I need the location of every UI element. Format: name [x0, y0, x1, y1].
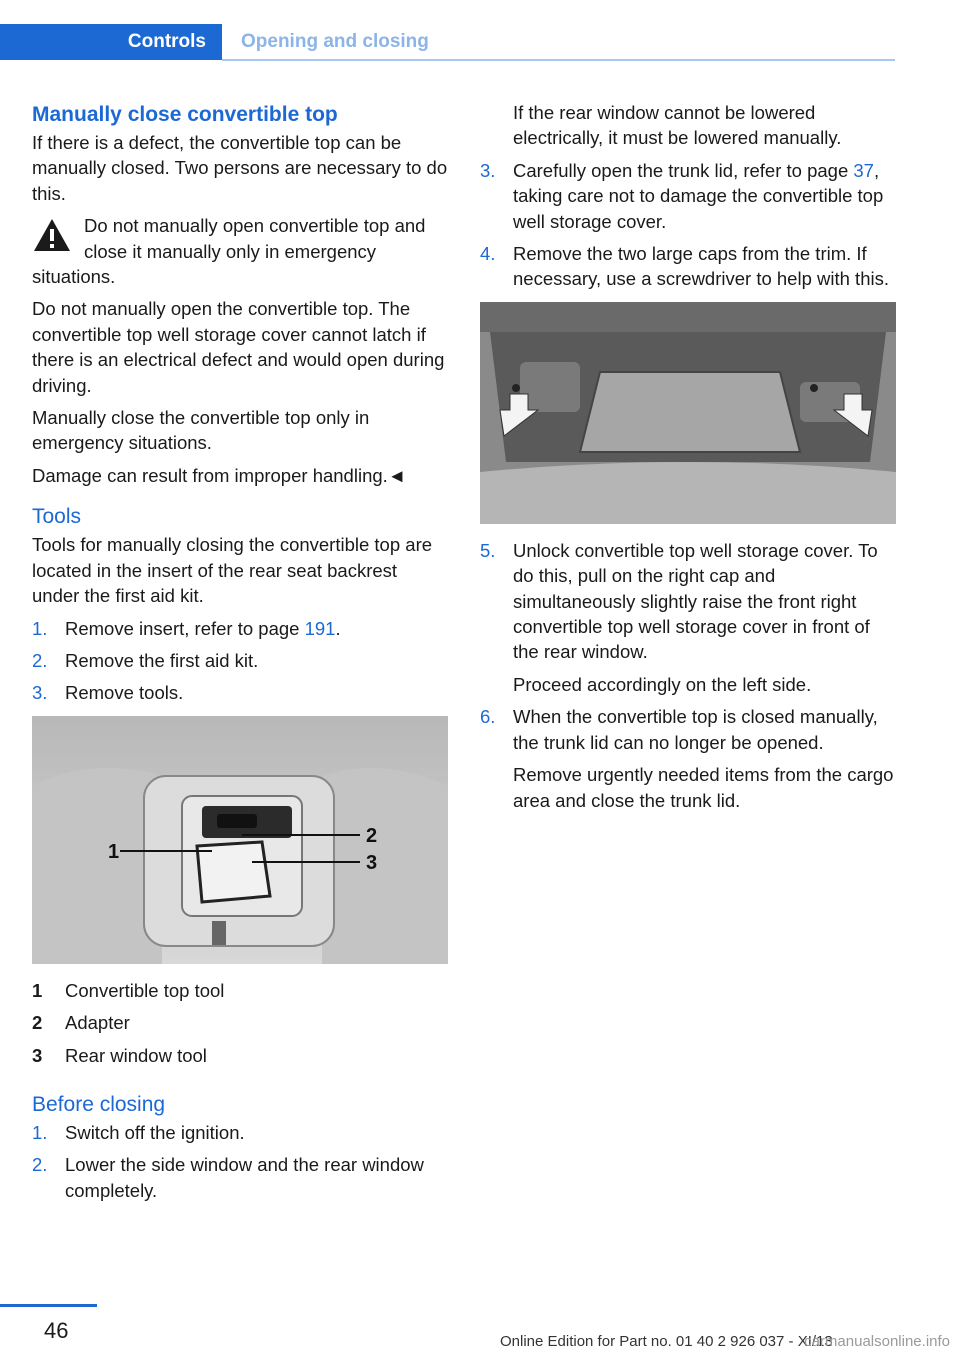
list-item: 1. Remove insert, refer to page 191. [32, 616, 448, 641]
footer-rule [0, 1304, 97, 1307]
section-tab[interactable]: Opening and closing [241, 31, 429, 52]
right-column [480, 100, 896, 820]
callout-3: 3 [366, 851, 378, 874]
warning-body-3: Damage can result from improper handling.◄ [32, 464, 407, 486]
chapter-tab[interactable]: Controls [0, 24, 222, 60]
warning-block [32, 213, 448, 488]
callout-2: 2 [366, 824, 378, 847]
list-item: 2. Lower the side window and the rear window completely. [32, 1154, 424, 1201]
closing-steps-continued [480, 538, 896, 813]
list-item: 3 Rear window tool [32, 1044, 207, 1066]
list-item: 6. When the convertible top is closed manually, the trunk lid can no longer be opened. Remove urgently needed items from the cargo area and close the trunk lid. [480, 706, 894, 811]
heading-tools: Tools [32, 505, 82, 529]
tools-intro: Tools for manually closing the convertible top are located in the insert of the rear seat backrest under the first aid kit. [32, 534, 433, 607]
left-column [32, 100, 448, 1210]
heading-before-closing: Before closing [32, 1092, 166, 1116]
list-item: 3. Carefully open the trunk lid, refer to page 37, taking care not to damage the convertible top well storage cover. [480, 159, 884, 232]
watermark: carmanualsonline.info [804, 1333, 950, 1350]
step-number: 3. [32, 682, 48, 704]
list-item: 2. Remove the first aid kit. [32, 648, 448, 673]
figure-legend [32, 978, 448, 1068]
list-item: 1. Switch off the ignition. [32, 1121, 245, 1143]
page-number: 46 [44, 1318, 69, 1343]
intro-paragraph: If there is a defect, the convertible top can be manually closed. Two persons are necessary to do this. [32, 132, 448, 204]
page-header [0, 24, 895, 62]
list-item: 1 Convertible top tool [32, 979, 225, 1001]
header-rule [222, 59, 895, 61]
warning-lead: Do not manually open convertible top and close it manually only in emergency situations. [32, 215, 426, 288]
edition-note: Online Edition for Part no. 01 40 2 926 037 - XI/13 [500, 1333, 833, 1350]
page-link[interactable]: 191 [304, 617, 336, 639]
closing-steps [480, 158, 896, 292]
tools-figure [32, 716, 448, 964]
trunk-figure [480, 302, 896, 524]
warning-body-1: Do not manually open the convertible top. The convertible top well storage cover cannot latch if there is an electrical defect and would open during driving. [32, 298, 445, 396]
list-item: 4. Remove the two large caps from the trim. If necessary, use a screwdriver to help with this. [480, 243, 889, 290]
list-item: 3. Remove tools. [32, 680, 448, 705]
before-closing-steps [32, 1120, 448, 1203]
list-item: 5. Unlock convertible top well storage cover. To do this, pull on the right cap and simultaneously slightly raise the front right convertible top well storage cover in front of the rear window. Proceed accordingly on the left side. [480, 539, 878, 695]
callout-1: 1 [108, 840, 120, 863]
tools-steps [32, 616, 448, 706]
step-number: 2. [32, 649, 48, 671]
list-item: 2 Adapter [32, 1012, 130, 1034]
heading-manually-close: Manually close convertible top [32, 103, 338, 126]
page-link[interactable]: 37 [853, 159, 874, 181]
continuation-text: If the rear window cannot be lowered electrically, it must be lowered manually. [513, 102, 842, 149]
step-number: 1. [32, 617, 48, 639]
warning-triangle-icon [32, 217, 72, 253]
warning-body-2: Manually close the convertible top only in emergency situations. [32, 407, 370, 454]
